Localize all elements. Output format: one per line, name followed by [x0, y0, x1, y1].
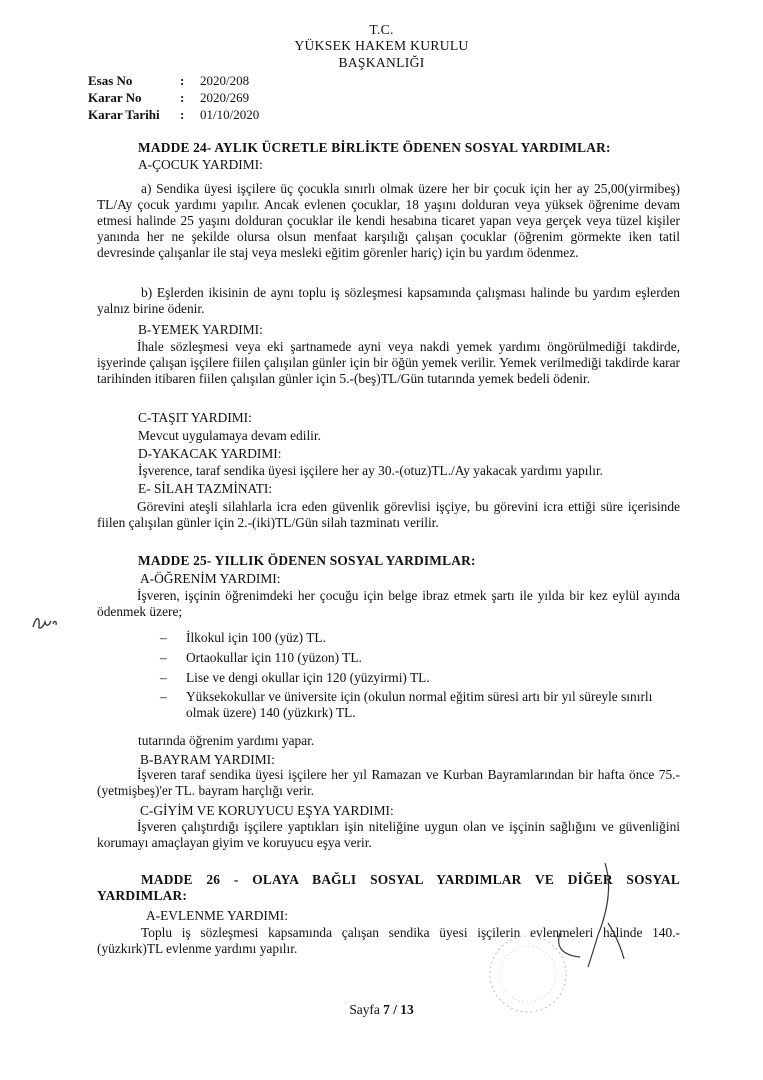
m25-b-heading: B-BAYRAM YARDIMI:: [140, 752, 275, 767]
m25-a-heading: A-ÖĞRENİM YARDIMI:: [140, 571, 281, 586]
margin-initial-mark: [30, 612, 60, 634]
meta-value: 01/10/2020: [200, 107, 260, 122]
meta-esas-no: [88, 73, 428, 89]
footer-page-number: 7 / 13: [383, 1002, 414, 1017]
m24-a-paragraph-2: b) Eşlerden ikisinin de aynı toplu iş sözleşmesi kapsamında çalışması halinde bu yardım eşlerden yalnız birine ödenir.: [97, 285, 680, 316]
header-presidency: BAŞKANLIĞI: [338, 55, 425, 70]
meta-sep: :: [180, 73, 185, 88]
madde-24-title: MADDE 24- AYLIK ÜCRETLE BİRLİKTE ÖDENEN SOSYAL YARDIMLAR:: [138, 140, 611, 155]
m24-a-paragraph-1: a) Sendika üyesi işçilere üç çocukla sınırlı olmak üzere her bir çocuk için her ay 25,00(yirmibeş) TL/Ay çocuk yardımı yapılır. Ancak evlenen çocuklar, 18 yaşını dolduran veya yüksek öğrenime devam etmesi halinde 25 yaşını dolduran çocuklar ile kendi hesabına ticaret yapan veya gerçek veya tüzel kişiler yanında her ne şekilde olursa olsun menfaat karşılığı çalışan çocuklar (öğrenim görmekte iken tatil devresinde çalışanlar ile staj veya mesleki eğitim görenler hariç) için bu yardım ödenmez.: [97, 181, 680, 260]
list-item-text: İlkokul için 100 (yüz) TL.: [186, 630, 326, 645]
signature-mark: [550, 855, 630, 985]
list-item: [160, 670, 680, 686]
m25-c-paragraph: İşveren çalıştırdığı işçilere yaptıkları işin niteliğine uygun olan ve işçinin sağlığını ve güvenliğini korumayı amaçlayan giyim ve koruyucu eşya verir.: [97, 819, 680, 850]
m24-c-paragraph: Mevcut uygulamaya devam edilir.: [138, 428, 321, 443]
m24-c-heading: C-TAŞIT YARDIMI:: [138, 410, 252, 425]
m24-a-heading: A-ÇOCUK YARDIMI:: [138, 157, 263, 172]
meta-sep: :: [180, 107, 185, 122]
list-dash: –: [160, 670, 167, 685]
meta-key: Esas No: [88, 73, 133, 88]
meta-karar-no: [88, 90, 428, 106]
m24-b-heading: B-YEMEK YARDIMI:: [138, 322, 263, 337]
m24-e-paragraph: Görevini ateşli silahlarla icra eden güvenlik görevlisi işçiye, bu görevini icra ettiği süre içerisinde fiilen çalışılan günler için 2.-(iki)TL/Gün silah tazminatı verilir.: [97, 499, 680, 530]
m24-d-paragraph: İşverence, taraf sendika üyesi işçilere her ay 30.-(otuz)TL./Ay yakacak yardımı yapılır.: [138, 463, 604, 478]
m24-d-heading: D-YAKACAK YARDIMI:: [138, 446, 282, 461]
meta-karar-tarihi: [88, 107, 428, 123]
m26-a-paragraph: Toplu iş sözleşmesi kapsamında çalışan sendika üyesi işçilerin evlenmeleri halinde 140.-(yüzkırk)TL evlenme yardımı yapılır.: [97, 925, 680, 956]
meta-value: 2020/269: [200, 90, 250, 105]
m25-b-paragraph: İşveren taraf sendika üyesi işçilere her yıl Ramazan ve Kurban Bayramlarından bir hafta önce 75.-(yetmişbeş)'er TL. bayram harçlığı verir.: [97, 767, 680, 798]
list-item: [160, 650, 680, 666]
meta-sep: :: [180, 90, 185, 105]
list-item: [160, 630, 680, 646]
m24-e-heading: E- SİLAH TAZMİNATI:: [138, 481, 273, 496]
meta-value: 2020/208: [200, 73, 250, 88]
list-item-text: Ortaokullar için 110 (yüzon) TL.: [186, 650, 362, 665]
list-item: [160, 689, 680, 721]
page-footer: [0, 1002, 763, 1018]
m25-a-outro: tutarında öğrenim yardımı yapar.: [138, 733, 315, 748]
m26-a-heading: A-EVLENME YARDIMI:: [146, 908, 288, 923]
madde-25-title: MADDE 25- YILLIK ÖDENEN SOSYAL YARDIMLAR:: [138, 553, 476, 568]
list-dash: –: [160, 689, 167, 704]
m24-b-paragraph: İhale sözleşmesi veya eki şartnamede ayni veya nakdi yemek yardımı öngörülmediği takdirde, işyerinde çalışan işçilere fiilen çalışılan günler için bir öğün yemek verilir. Yemek verilmediği takdirde karar tarihinden itibaren fiilen çalışılan günler için 5.-(beş)TL/Gün tutarında yemek bedeli ödenir.: [97, 339, 680, 386]
m25-c-heading: C-GİYİM VE KORUYUCU EŞYA YARDIMI:: [140, 803, 394, 818]
footer-label: Sayfa: [349, 1002, 380, 1017]
list-dash: –: [160, 630, 167, 645]
header-tc: T.C.: [369, 22, 394, 37]
meta-key: Karar Tarihi: [88, 107, 160, 122]
list-dash: –: [160, 650, 167, 665]
madde-26-title: MADDE 26 - OLAYA BAĞLI SOSYAL YARDIMLAR VE DİĞER SOSYAL YARDIMLAR:: [97, 872, 680, 903]
list-item-text: Yüksekokullar ve üniversite için (okulun normal eğitim süresi artı bir yıl süreyle sınırlı olmak üzere) 140 (yüzkırk) TL.: [186, 689, 653, 720]
m25-a-intro: İşveren, işçinin öğrenimdeki her çocuğu için belge ibraz etmek şartı ile yılda bir kez eylül ayında ödenmek üzere;: [97, 588, 680, 619]
header-institution: YÜKSEK HAKEM KURULU: [294, 38, 469, 53]
list-item-text: Lise ve dengi okullar için 120 (yüzyirmi) TL.: [186, 670, 430, 685]
meta-key: Karar No: [88, 90, 142, 105]
